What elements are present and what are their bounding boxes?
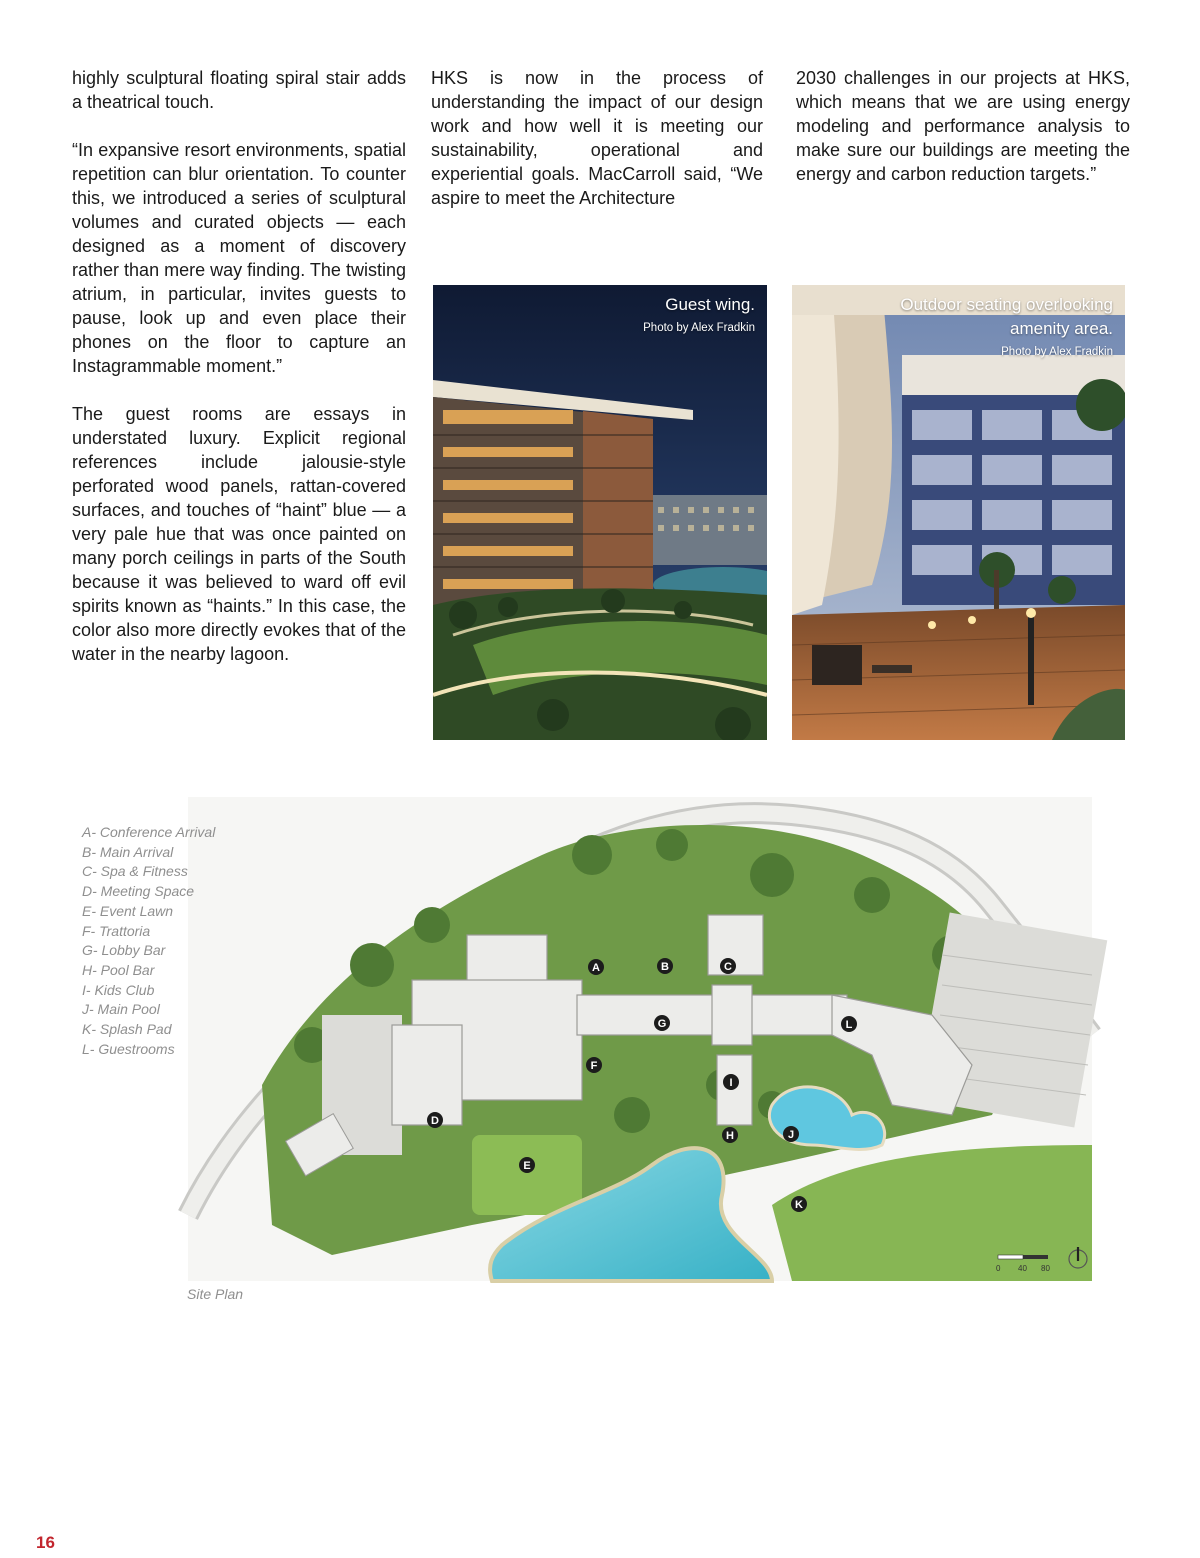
site-plan-caption: Site Plan bbox=[187, 1286, 244, 1302]
legend-item: I- Kids Club bbox=[82, 981, 155, 998]
marker-e: E bbox=[523, 1160, 531, 1172]
scale-label: 0 bbox=[996, 1264, 1001, 1273]
marker-a: A bbox=[592, 962, 600, 974]
paragraph: The guest rooms are essays in understated luxury. Explicit regional references include jalousie-style perforated wood panels, rattan-covered surfaces, and touches of “haint” blue — a very pale hue that was once painted on many porch ceilings in parts of the South because it was believed to ward off evil spirits known as “haints.” In this case, the color also more directly evokes that of the water in the nearby lagoon. bbox=[72, 404, 406, 664]
legend-item: J- Main Pool bbox=[82, 1001, 160, 1018]
marker-c: C bbox=[724, 961, 732, 973]
legend-item: D- Meeting Space bbox=[82, 883, 195, 900]
text-column-3 bbox=[796, 66, 1130, 210]
guest-wing-illustration bbox=[433, 285, 767, 740]
scale-label: 40 bbox=[1018, 1264, 1027, 1273]
marker-d: D bbox=[431, 1115, 439, 1127]
legend-item: E- Event Lawn bbox=[82, 902, 174, 919]
site-plan-legend bbox=[82, 823, 215, 1059]
photo-credit: Photo by Alex Fradkin bbox=[643, 322, 755, 334]
marker-l: L bbox=[845, 1019, 853, 1031]
photo-credit: Photo by Alex Fradkin bbox=[1001, 346, 1113, 358]
text-column-2 bbox=[431, 66, 763, 234]
photo-caption bbox=[643, 293, 755, 337]
marker-f: F bbox=[590, 1060, 598, 1072]
legend-item: B- Main Arrival bbox=[82, 843, 174, 860]
paragraph: HKS is now in the process of understanding the impact of our design work and how well it is meeting our sustainability, operational and experiential goals. MacCarroll said, “We aspire to meet the Architecture bbox=[431, 68, 763, 208]
marker-j: J bbox=[787, 1129, 795, 1141]
paragraph: “In expansive resort environments, spatial repetition can blur orientation. To counter this, we introduced a series of sculptural volumes and curated objects — each designed as a moment of discovery rather than mere way finding. The twisting atrium, in particular, invites guests to pause, look up and even place their phones on the floor to capture an Instagrammable moment.” bbox=[72, 140, 406, 376]
paragraph: highly sculptural floating spiral stair adds a theatrical touch. bbox=[72, 68, 406, 112]
photo-title: Outdoor seating overlooking amenity area. bbox=[900, 295, 1113, 338]
guest-wing-photo bbox=[433, 285, 767, 740]
legend-item: C- Spa & Fitness bbox=[82, 863, 188, 880]
paragraph: 2030 challenges in our projects at HKS, which means that we are using energy modeling and performance analysis to make sure our buildings are meeting the energy and carbon reduction targets.” bbox=[796, 68, 1130, 184]
outdoor-seating-photo bbox=[792, 285, 1125, 740]
legend-item: A- Conference Arrival bbox=[82, 824, 216, 840]
text-column-1 bbox=[72, 66, 406, 690]
marker-g: G bbox=[657, 1018, 667, 1030]
legend-item: G- Lobby Bar bbox=[82, 942, 166, 959]
photo-caption bbox=[863, 293, 1113, 361]
marker-b: B bbox=[661, 961, 669, 973]
legend-item: L- Guestrooms bbox=[82, 1040, 175, 1057]
photo-title: Guest wing. bbox=[665, 295, 755, 314]
marker-h: H bbox=[726, 1130, 734, 1142]
scale-label: 80 bbox=[1041, 1264, 1050, 1273]
site-plan-drawing bbox=[72, 785, 1132, 1315]
page-number: 16 bbox=[36, 1533, 55, 1552]
legend-item: K- Splash Pad bbox=[82, 1021, 172, 1038]
marker-k: K bbox=[795, 1199, 803, 1211]
legend-item: H- Pool Bar bbox=[82, 961, 155, 978]
legend-item: F- Trattoria bbox=[82, 922, 151, 939]
marker-i: I bbox=[729, 1077, 733, 1089]
